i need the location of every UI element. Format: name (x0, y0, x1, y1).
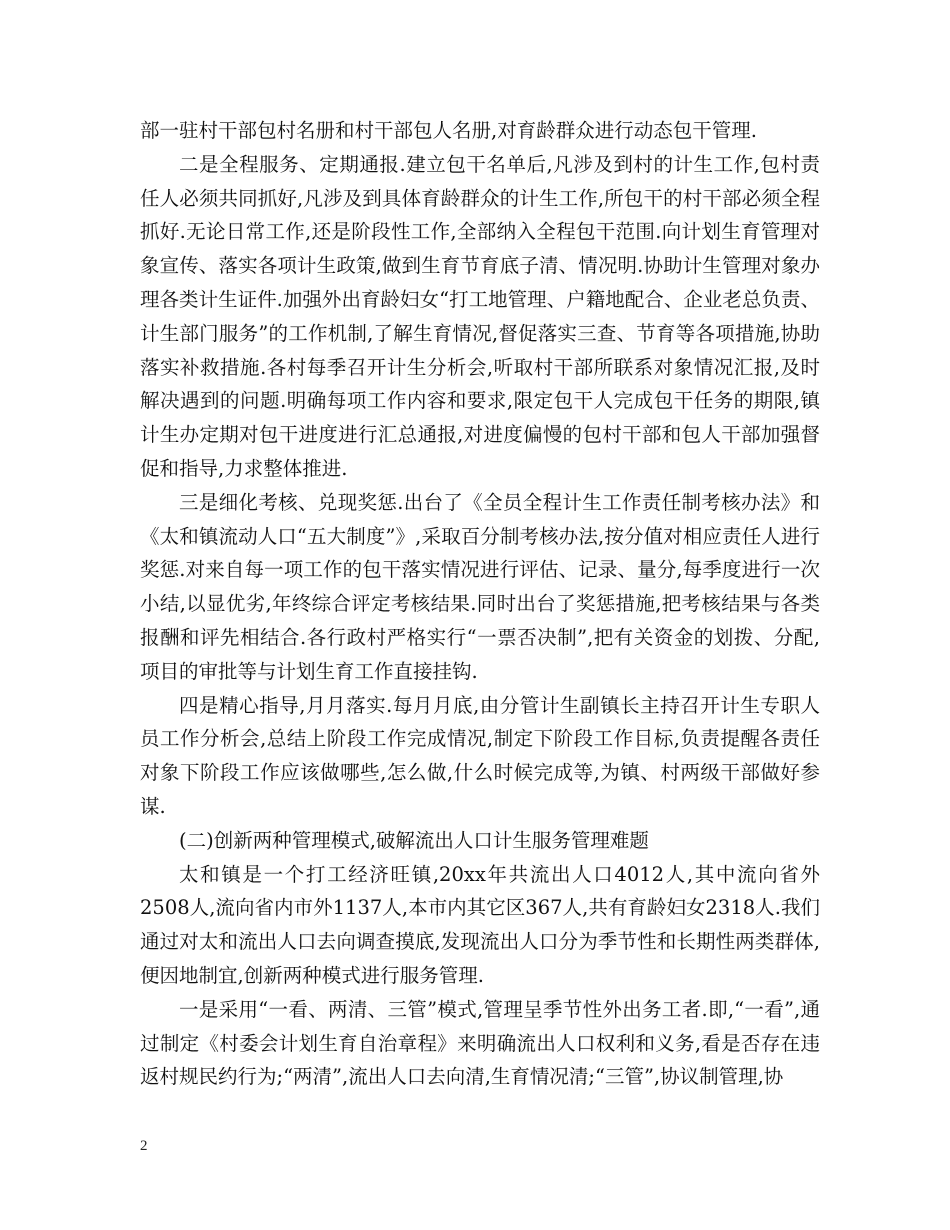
page-number: 2 (140, 1138, 148, 1154)
paragraph-continuation: 部一驻村干部包村名册和村干部包人名册,对育龄群众进行动态包干管理. (140, 119, 757, 142)
paragraph-assessment: 三是细化考核、兑现奖惩.出台了《全员全程计生工作责任制考核办法》和《太和镇流动人口“五大制度”》,采取百分制考核办法,按分值对相应责任人进行奖惩.对来自每一项工作的包干落实情况进行评估、记录、量分,每季度进行一次小结,以显优劣,年终综合评定考核结果.同时出台了奖惩措施,把考核结果与各类报酬和评先相结合.各行政村严格实行“一票否决制”,把有关资金的划拨、分配,项目的审批等与计划生育工作直接挂钩. (140, 490, 820, 683)
paragraph-guidance: 四是精心指导,月月落实.每月月底,由分管计生副镇长主持召开计生专职人员工作分析会,总结上阶段工作完成情况,制定下阶段工作目标,负责提醒各责任对象下阶段工作应该做哪些,怎么做,什么时候完成等,为镇、村两级干部做好参谋. (140, 693, 820, 818)
paragraph-town-overview: 太和镇是一个打工经济旺镇,20xx年共流出人口4012人,其中流向省外2508人,流向省内市外1137人,本市内其它区367人,共有育龄妇女2318人.我们通过对太和流出人口去向调查摸底,发现流出人口分为季节性和长期性两类群体,便因地制宜,创新两种模式进行服务管理. (140, 862, 820, 987)
document-body (140, 114, 820, 1094)
paragraph-full-service: 二是全程服务、定期通报.建立包干名单后,凡涉及到村的计生工作,包村责任人必须共同抓好,凡涉及到具体育龄群众的计生工作,所包干的村干部必须全程抓好.无论日常工作,还是阶段性工作,全部纳入全程包干范围.向计划生育管理对象宣传、落实各项计生政策,做到生育节育底子清、情况明.协助计生管理对象办理各类计生证件.加强外出育龄妇女“打工地管理、户籍地配合、企业老总负责、计生部门服务”的工作机制,了解生育情况,督促落实三查、节育等各项措施,协助落实补救措施.各村每季召开计生分析会,听取村干部所联系对象情况汇报,及时解决遇到的问题.明确每项工作内容和要求,限定包干人完成包干任务的期限,镇计生办定期对包干进度进行汇总通报,对进度偏慢的包村干部和包人干部加强督促和指导,力求整体推进. (140, 152, 820, 480)
section-heading: (二)创新两种管理模式,破解流出人口计生服务管理难题 (179, 828, 649, 852)
paragraph-mode-one: 一是采用“一看、两清、三管”模式,管理呈季节性外出务工者.即,“一看”,通过制定《村委会计划生育自治章程》来明确流出人口权利和义务,看是否存在违返村规民约行为;“两清”,流出人口去向清,生育情况清;“三管”,协议制管理,协 (140, 997, 820, 1089)
